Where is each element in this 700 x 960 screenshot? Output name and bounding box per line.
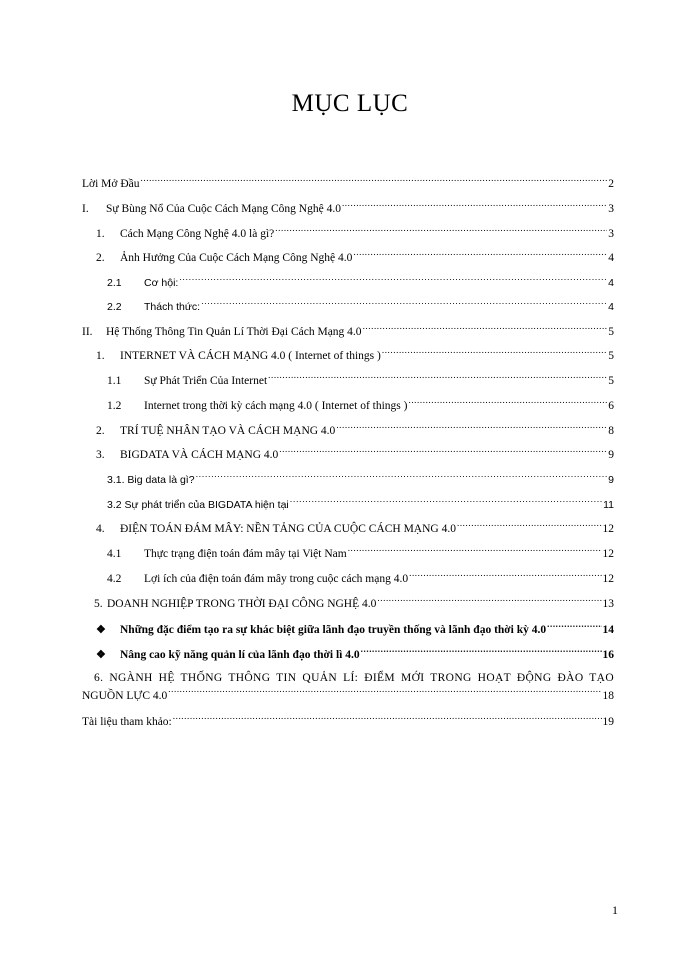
- toc-entry-page: 13: [602, 598, 614, 610]
- toc-entry-3-2[interactable]: [107, 496, 614, 513]
- toc-entry-text: BIGDATA VÀ CÁCH MẠNG 4.0: [120, 449, 279, 461]
- toc-entry-page: 12: [602, 523, 614, 535]
- toc-entry-page: 11: [603, 499, 614, 511]
- toc-entry-number: 4.2: [107, 573, 122, 585]
- toc-entry-page: 5: [608, 326, 614, 338]
- toc-leader: [141, 175, 608, 187]
- toc-entry-2-2[interactable]: [107, 298, 614, 315]
- toc-entry-text: Nâng cao kỹ năng quản lí của lãnh đạo thời lì 4.0: [120, 649, 360, 661]
- toc-entry-page: 8: [608, 425, 614, 437]
- toc-entry-text: INTERNET VÀ CÁCH MẠNG 4.0 ( Internet of things ): [120, 350, 381, 362]
- toc-entry-number: 1.: [96, 350, 105, 362]
- toc-entry-number: 1.2: [107, 400, 122, 412]
- toc-leader: [409, 570, 601, 582]
- toc-entry-page: 4: [608, 277, 614, 289]
- toc-entry-number: 3.: [96, 449, 105, 461]
- toc-leader: [168, 687, 601, 699]
- toc-entry-text: 3.1. Big data là gì?: [107, 474, 195, 486]
- toc-leader: [547, 621, 601, 633]
- toc-entry-page: 3: [608, 228, 614, 240]
- toc-leader: [342, 200, 607, 212]
- toc-entry-page: 5: [608, 375, 614, 387]
- toc-leader: [361, 646, 602, 658]
- toc-entry-text: TRÍ TUỆ NHÂN TẠO VÀ CÁCH MẠNG 4.0: [120, 425, 336, 437]
- toc-entry-2-item-4[interactable]: [96, 520, 614, 537]
- toc-entry-1-2[interactable]: [96, 249, 614, 266]
- bullet-diamond-icon: ❖: [96, 649, 106, 661]
- toc-entry-4-2[interactable]: [107, 570, 614, 587]
- toc-leader: [377, 595, 601, 607]
- toc-entry-2-item-2[interactable]: [96, 422, 614, 439]
- toc-leader: [179, 274, 607, 286]
- toc-entry-page: 18: [602, 690, 614, 702]
- toc-entry-2-1[interactable]: [107, 274, 614, 291]
- toc-leader: [348, 545, 602, 557]
- toc-entry-3-1[interactable]: [107, 471, 614, 488]
- toc-entry-number: I.: [82, 203, 89, 215]
- toc-entry-tai-lieu[interactable]: [82, 713, 614, 730]
- toc-entry-page: 4: [608, 301, 614, 313]
- toc-entry-text: Tài liệu tham khảo:: [82, 716, 172, 728]
- toc-entry-page: 9: [608, 474, 614, 486]
- toc-entry-number: 2.: [96, 252, 105, 264]
- bullet-diamond-icon: ❖: [96, 624, 106, 636]
- toc-leader: [279, 446, 607, 458]
- toc-leader: [408, 397, 607, 409]
- toc-leader: [268, 372, 607, 384]
- toc-entry-text: Ảnh Hưởng Của Cuộc Cách Mạng Công Nghệ 4.0: [120, 252, 353, 264]
- toc-entry-5-bullet-1[interactable]: [96, 621, 614, 638]
- toc-leader: [201, 298, 607, 310]
- toc-entry-text: Thực trạng điện toán đám mây tại Việt Nam: [144, 548, 347, 560]
- toc-entry-text: DOANH NGHIỆP TRONG THỜI ĐẠI CÔNG NGHỆ 4.0: [107, 598, 377, 610]
- toc-entry-page: 12: [602, 573, 614, 585]
- toc-leader: [290, 496, 602, 508]
- toc-entry-5-bullet-2[interactable]: [96, 646, 614, 663]
- toc-leader: [196, 471, 608, 483]
- toc-entry-number: 4.: [96, 523, 105, 535]
- toc-entry-number: 1.1: [107, 375, 122, 387]
- toc-leader: [363, 323, 608, 335]
- toc-entry-page: 9: [608, 449, 614, 461]
- toc-entry-text: 3.2 Sự phát triển của BIGDATA hiện tại: [107, 499, 289, 511]
- toc-entry-page: 19: [602, 716, 614, 728]
- toc-entry-number: 1.: [96, 228, 105, 240]
- toc-entry-2-1-1[interactable]: [107, 372, 614, 389]
- toc-entry-text: Sự Phát Triển Của Internet: [144, 375, 268, 387]
- toc-entry-page: 5: [608, 350, 614, 362]
- toc-entry-page: 4: [608, 252, 614, 264]
- toc-entry-text: Lời Mở Đầu: [82, 178, 140, 190]
- toc-leader: [353, 249, 607, 261]
- toc-entry-section-2[interactable]: [82, 323, 614, 340]
- toc-entry-text: Internet trong thời kỳ cách mạng 4.0 ( Internet of things ): [144, 400, 408, 412]
- toc-entry-text: Những đặc điểm tạo ra sự khác biệt giữa lãnh đạo truyền thống và lãnh đạo thời kỳ 4.0: [120, 624, 547, 636]
- toc-entry-text: Cơ hội:: [144, 277, 179, 289]
- toc-entry-2-item-5[interactable]: [94, 595, 614, 612]
- toc-entry-number: 4.1: [107, 548, 122, 560]
- toc-entry-1-1[interactable]: [96, 225, 614, 242]
- toc-entry-2-item-3[interactable]: [96, 446, 614, 463]
- toc-leader: [382, 347, 607, 359]
- toc-entry-text-line-1: 6. NGÀNH HỆ THỐNG THÔNG TIN QUẢN LÍ: ĐIỂM MỚI TRONG HOẠT ĐỘNG ĐÀO TẠO: [94, 672, 614, 684]
- toc-entry-text: Hệ Thống Thông Tin Quản Lí Thời Đại Cách Mạng 4.0: [106, 326, 362, 338]
- toc-entry-number: 5.: [94, 598, 103, 610]
- page-number: 1: [612, 903, 618, 917]
- toc-entry-2-item-6[interactable]: [82, 670, 614, 705]
- toc-entry-page: 14: [602, 624, 614, 636]
- toc-entry-page: 16: [602, 649, 614, 661]
- toc-entry-4-1[interactable]: [107, 545, 614, 562]
- toc-entry-number: 2.1: [107, 277, 122, 289]
- toc-leader: [275, 225, 607, 237]
- toc-leader: [336, 422, 607, 434]
- toc-leader: [173, 713, 602, 725]
- toc-entry-page: 6: [608, 400, 614, 412]
- toc-entry-number: II.: [82, 326, 93, 338]
- toc-entry-2-1-2[interactable]: [107, 397, 614, 414]
- toc-entry-text: Cách Mạng Công Nghệ 4.0 là gì?: [120, 228, 275, 240]
- toc-entry-2-item-1[interactable]: [96, 347, 614, 364]
- toc-entry-number: 2.2: [107, 301, 122, 313]
- toc-entry-section-1[interactable]: [82, 200, 614, 217]
- toc-entry-text: ĐIỆN TOÁN ĐÁM MÂY: NỀN TẢNG CỦA CUỘC CÁCH MẠNG 4.0: [120, 523, 456, 535]
- page-title: MỤC LỤC: [291, 90, 409, 117]
- toc-entry-text: Thách thức:: [144, 301, 201, 313]
- toc-entry-page: 12: [602, 548, 614, 560]
- toc-entry-text: Lợi ích của điện toán đám mây trong cuộc cách mạng 4.0: [144, 573, 409, 585]
- toc-entry-text-line-2: NGUỒN LỰC 4.0: [82, 690, 168, 702]
- toc-entry-text: Sự Bùng Nổ Của Cuộc Cách Mạng Công Nghệ 4.0: [106, 203, 341, 215]
- toc-entry-page: 3: [608, 203, 614, 215]
- toc-entry-loi-mo-dau[interactable]: [82, 175, 614, 192]
- toc-entry-page: 2: [608, 178, 614, 190]
- toc-leader: [457, 520, 602, 532]
- toc-entry-number: 2.: [96, 425, 105, 437]
